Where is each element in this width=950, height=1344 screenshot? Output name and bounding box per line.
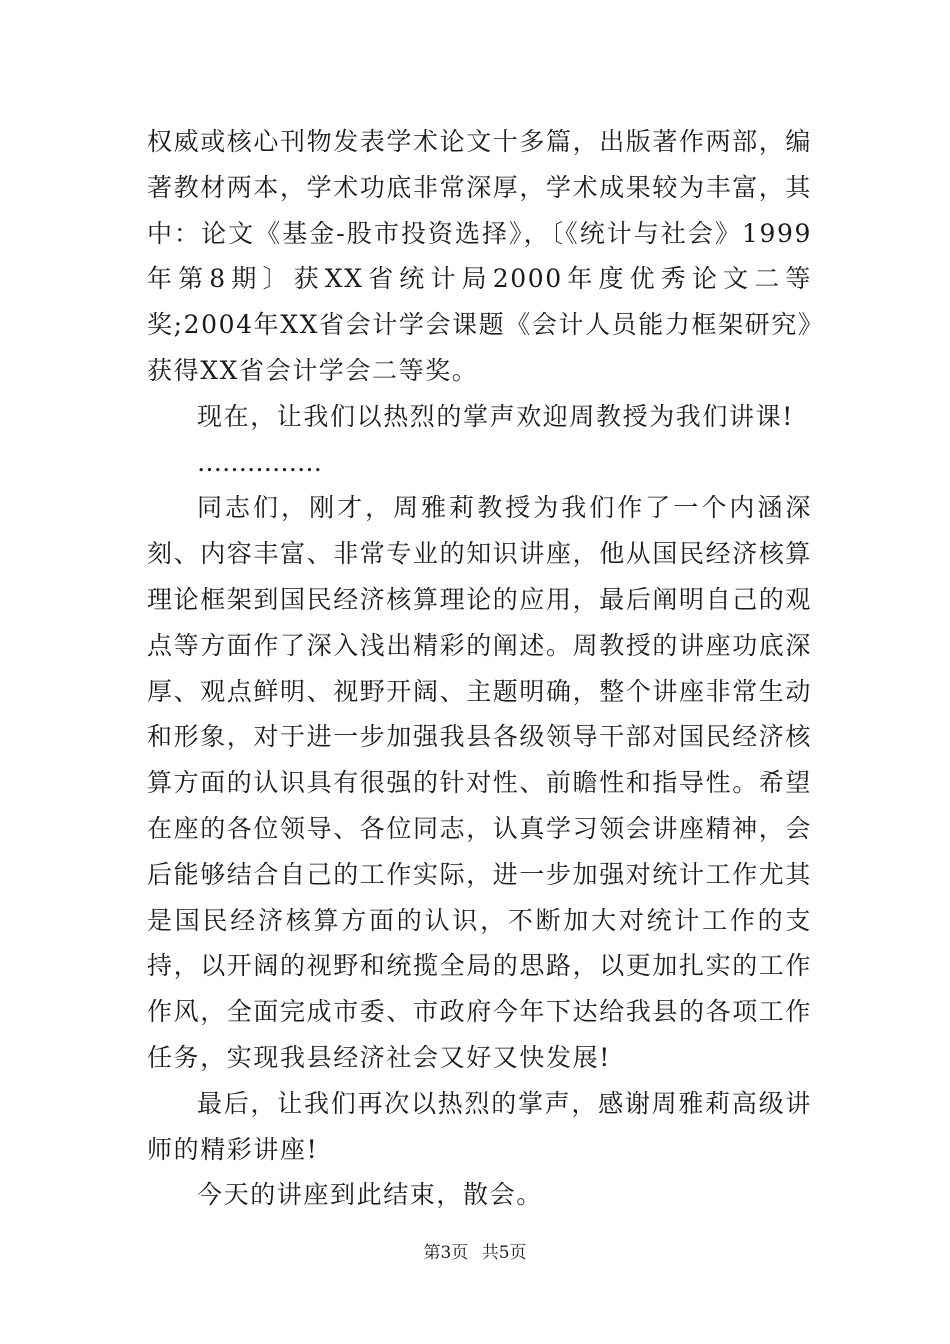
page-number: 第3页 <box>423 1243 469 1263</box>
document-body <box>147 119 812 1218</box>
page-footer <box>0 1241 950 1265</box>
paragraph-welcome: 现在，让我们以热烈的掌声欢迎周教授为我们讲课! <box>197 401 794 431</box>
page-total: 共5页 <box>481 1243 527 1263</box>
paragraph-ellipsis: …………… <box>197 447 322 477</box>
paragraph-thanks: 最后，让我们再次以热烈的掌声，感谢周雅莉高级讲师的精彩讲座! <box>147 1088 812 1164</box>
paragraph-closing: 今天的讲座到此结束，散会。 <box>197 1180 543 1210</box>
paragraph-credentials: 权威或核心刊物发表学术论文十多篇，出版著作两部，编著教材两本，学术功底非常深厚，学术成果较为丰富，其中：论文《基金-股市投资选择》，〔《统计与社会》1999年第8期〕获XX省统计局2000年度优秀论文二等奖;2004年XX省会计学会课题《会计人员能力框架研究》获得XX省会计学会二等奖。 <box>147 127 813 385</box>
paragraph-summary: 同志们，刚才，周雅莉教授为我们作了一个内涵深刻、内容丰富、非常专业的知识讲座，他从国民经济核算理论框架到国民经济核算理论的应用，最后阐明自己的观点等方面作了深入浅出精彩的阐述。周教授的讲座功底深厚、观点鲜明、视野开阔、主题明确，整个讲座非常生动和形象，对于进一步加强我县各级领导干部对国民经济核算方面的认识具有很强的针对性、前瞻性和指导性。希望在座的各位领导、各位同志，认真学习领会讲座精神，会后能够结合自己的工作实际，进一步加强对统计工作尤其是国民经济核算方面的认识，不断加大对统计工作的支持，以开阔的视野和统揽全局的思路，以更加扎实的工作作风，全面完成市委、市政府今年下达给我县的各项工作任务，实现我县经济社会又好又快发展! <box>147 493 813 1072</box>
